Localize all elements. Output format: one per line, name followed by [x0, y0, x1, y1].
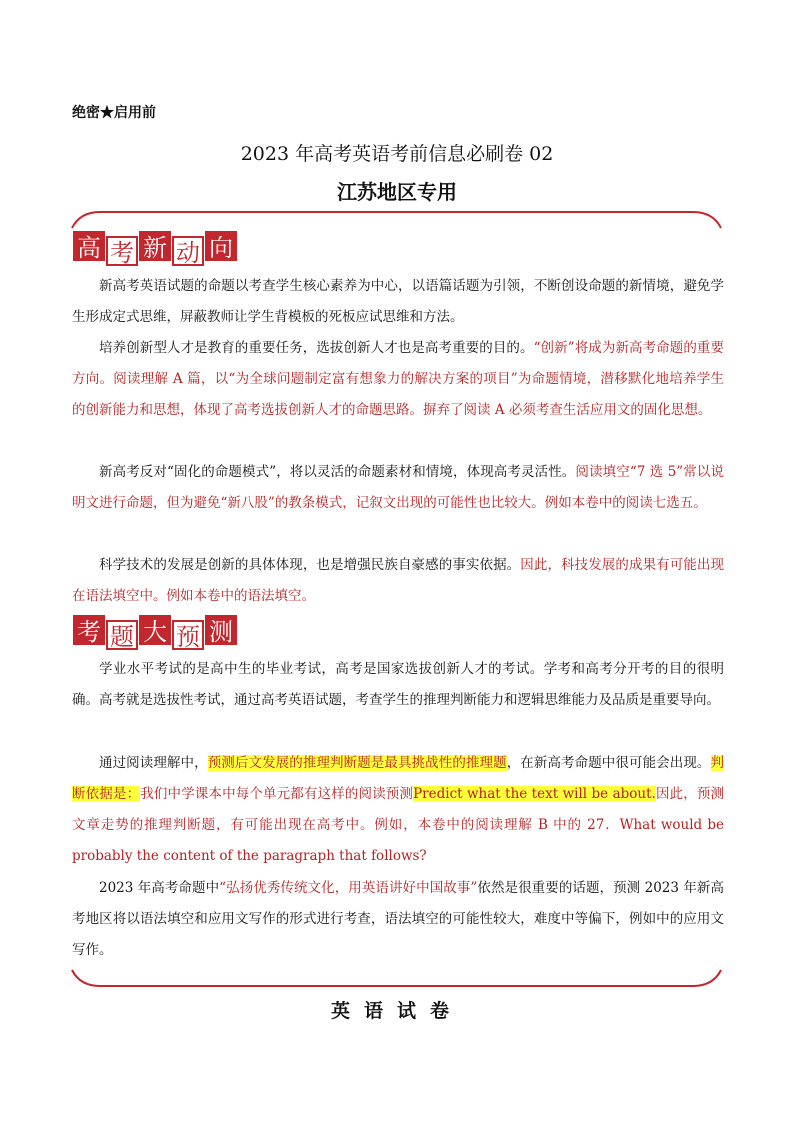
highlighted-text: 判断依据是： — [72, 755, 725, 802]
highlighted-text: Predict what the text will be about. — [413, 786, 656, 802]
banner-char: 预 — [172, 620, 204, 650]
banner-char: 考 — [106, 236, 138, 266]
banner-char: 高 — [73, 231, 105, 261]
paragraph-2 — [72, 333, 724, 426]
paragraph-text-red: “弘扬优秀传统文化，用英语讲好中国故事” — [219, 880, 478, 896]
paragraph-text: 新高考反对“固化的命题模式”，将以灵活的命题素材和情境，体现高考灵活性。 — [99, 464, 576, 480]
paragraph-5: 学业水平考试的是高中生的毕业考试，高考是国家选拔创新人才的考试。学考和高考分开考的目的很明确。高考就是选拔性考试，通过高考英语试题，考查学生的推理判断能力和逻辑思维能力及品质是重要导向。 — [72, 661, 724, 708]
paragraph-text-red: 因此，预测文章走势的推理判断题，有可能出现在高考中。例如，本卷中的阅读理解 B 中的 27．What would be probably the content of the paragraph that follows? — [72, 786, 725, 864]
secret-label: 绝密★启用前 — [72, 105, 156, 121]
paragraph-6 — [72, 748, 724, 872]
banner-char: 考 — [73, 615, 105, 645]
paragraph-text: ，在新高考命题中很可能会出现。 — [506, 755, 711, 771]
paragraph-1: 新高考英语试题的命题以考查学生核心素养为中心，以语篇话题为引领，不断创设命题的新情境，避免学生形成定式思维，屏蔽教师让学生背模板的死板应试思维和方法。 — [72, 278, 724, 325]
paragraph-text-red: “创新”将成为新高考命题的重要方向。阅读理解 A 篇，以“为全球问题制定富有想象力的解决方案的项目”为命题情境，潜移默化地培养学生的创新能力和思想，体现了高考选拔创新人才的命题思路。摒弃了阅读 A 必须考查生活应用文的固化思想。 — [72, 340, 725, 418]
highlighted-text: 预测后文发展的推理判断题是最具挑战性的推理题 — [207, 755, 507, 771]
paragraph-text: 科学技术的发展是创新的具体体现，也是增强民族自豪感的事实依据。 — [99, 557, 521, 573]
paragraph-4 — [72, 550, 724, 612]
paragraph-text: 依然是很重要的话题，预测 2023 年新高考地区将以语法填空和应用文写作的形式进行考查，语法填空的可能性较大，难度中等偏下，例如中的应用文写作。 — [72, 880, 724, 958]
banner-char: 测 — [205, 615, 237, 645]
banner-char: 新 — [139, 231, 171, 261]
banner-char: 向 — [205, 231, 237, 261]
banner-char: 动 — [172, 236, 204, 266]
paragraph-text-red: 我们中学课本中每个单元都有这样的阅读预测 — [140, 786, 414, 802]
exam-title: 英语试卷 — [330, 1000, 463, 1022]
page-title: 2023 年高考英语考前信息必刷卷 02 — [240, 143, 554, 165]
section-banner-new-trend — [73, 231, 237, 267]
paragraph-text-red: 阅读填空“7 选 5”常以说明文进行命题，但为避免“新八股”的教条模式，记叙文出现的可能性也比较大。例如本卷中的阅读七选五。 — [72, 464, 724, 511]
page-subtitle: 江苏地区专用 — [337, 180, 457, 204]
paragraph-3 — [72, 457, 724, 519]
banner-char: 大 — [139, 615, 171, 645]
paragraph-text-red: 因此，科技发展的成果有可能出现在语法填空中。例如本卷中的语法填空。 — [72, 557, 725, 604]
paragraph-7 — [72, 873, 724, 966]
section-banner-prediction — [73, 615, 237, 651]
paragraph-text: 通过阅读理解中， — [99, 755, 208, 771]
banner-char: 题 — [106, 620, 138, 650]
paragraph-text: 培养创新型人才是教育的重要任务，选拔创新人才也是高考重要的目的。 — [99, 340, 534, 356]
paragraph-text: 2023 年高考命题中 — [99, 880, 220, 896]
